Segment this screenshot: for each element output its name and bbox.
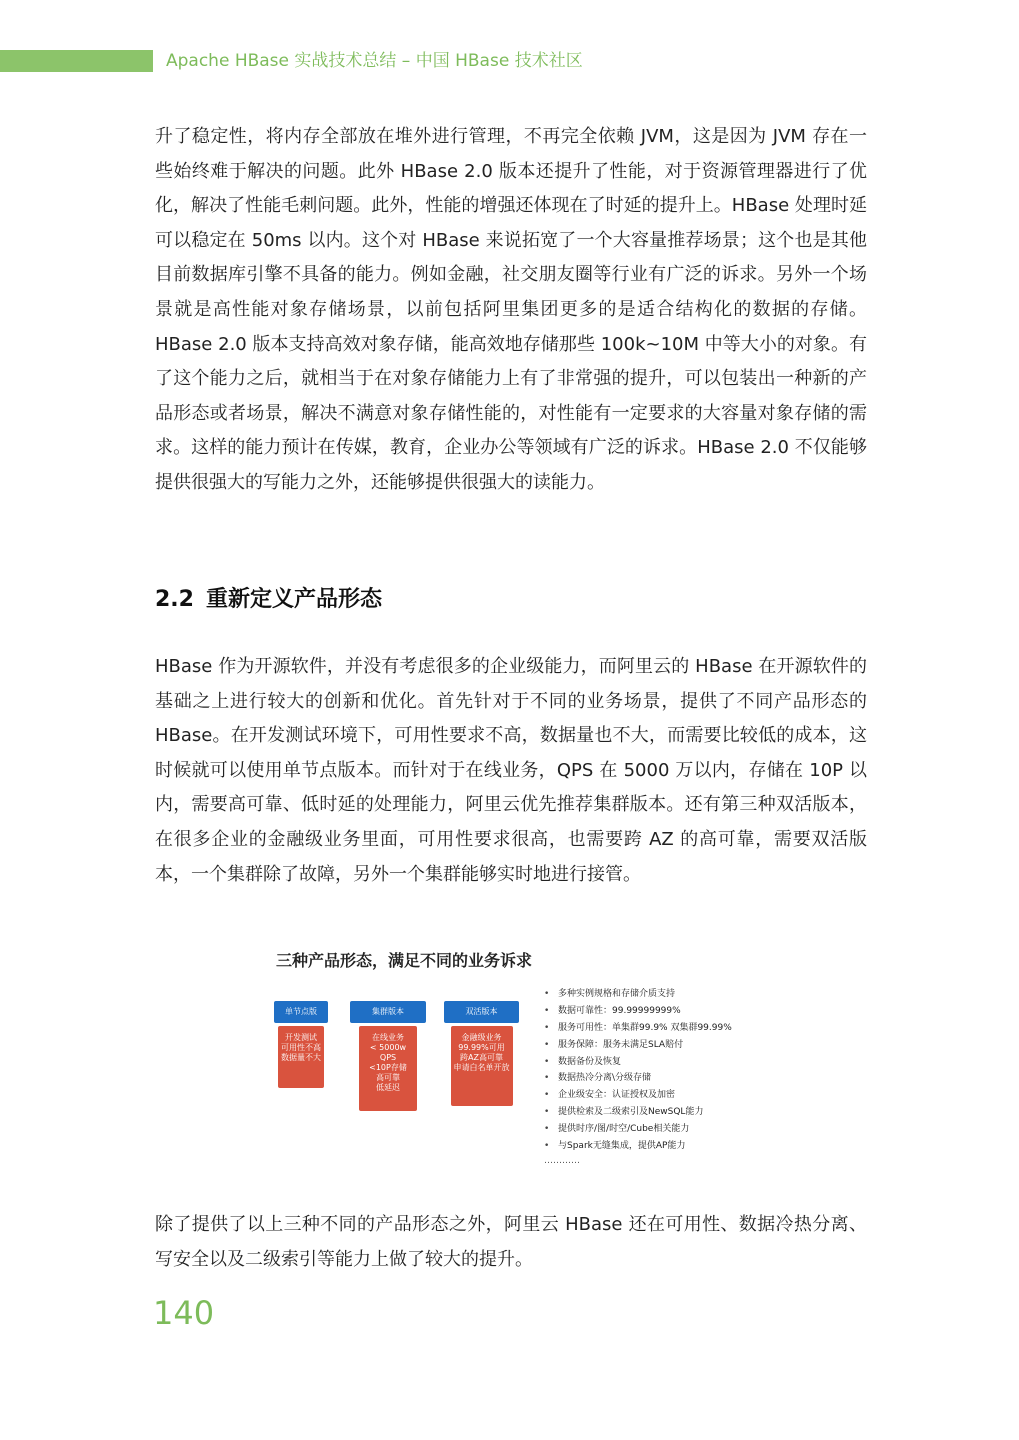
- feature-list-ellipsis: …………: [544, 1156, 580, 1166]
- bullet-icon: •: [544, 1141, 550, 1152]
- section-number: 2.2: [155, 587, 194, 612]
- list-item: • 数据备份及恢复: [544, 1054, 732, 1071]
- card-header: 双活版本: [444, 1001, 519, 1023]
- list-item: • 企业级安全：认证授权及加密: [544, 1087, 732, 1104]
- list-item: • 提供时序/图/时空/Cube相关能力: [544, 1121, 732, 1138]
- bullet-icon: •: [544, 1005, 550, 1016]
- bullet-icon: •: [544, 1107, 550, 1118]
- card-body: 金融级业务 99.99%可用 跨AZ高可靠 申请白名单开放: [451, 1026, 513, 1106]
- bullet-icon: •: [544, 1124, 550, 1135]
- bullet-icon: •: [544, 1056, 550, 1067]
- paragraph-3: 除了提供了以上三种不同的产品形态之外，阿里云 HBase 还在可用性、数据冷热分离、写安全以及二级索引等能力上做了较大的提升。: [155, 1214, 867, 1270]
- figure-title: 三种产品形态，满足不同的业务诉求: [276, 951, 533, 970]
- feature-list: [544, 986, 732, 1155]
- list-item: • 服务可用性：单集群99.9% 双集群99.99%: [544, 1020, 732, 1037]
- card-body: 开发测试 可用性不高 数据量不大: [278, 1026, 324, 1088]
- page-number: 140: [153, 1294, 215, 1332]
- section-heading: [155, 582, 382, 613]
- bullet-icon: •: [544, 989, 550, 999]
- bullet-icon: •: [544, 1073, 550, 1084]
- product-forms-figure: [268, 944, 768, 1174]
- card-single-node: [274, 1001, 328, 1088]
- card-body: 在线业务 < 5000w QPS <10P存储 高可靠 低延迟: [359, 1026, 417, 1111]
- card-header: 单节点版: [274, 1001, 328, 1023]
- running-header: Apache HBase 实战技术总结 – 中国 HBase 技术社区: [166, 51, 583, 71]
- card-active-active: [444, 1001, 519, 1106]
- list-item: • 与Spark无缝集成，提供AP能力: [544, 1138, 732, 1155]
- card-cluster: [350, 1001, 426, 1111]
- bullet-icon: •: [544, 1039, 550, 1050]
- section-title-text: 重新定义产品形态: [205, 587, 382, 612]
- list-item: • 提供检索及二级索引及NewSQL能力: [544, 1104, 732, 1121]
- paragraph-1: 升了稳定性，将内存全部放在堆外进行管理，不再完全依赖 JVM，这是因为 JVM 存在一些始终难于解决的问题。此外 HBase 2.0 版本还提升了性能，对于资源管理器进行了优化，解决了性能毛刺问题。此外，性能的增强还体现在了时延的提升上。HBase 处理时延可以稳定在 50ms 以内。这个对 HBase 来说拓宽了一个大容量推荐场景；这个也是其他目前数据库引擎不具备的能力。例如金融，社交朋友圈等行业有广泛的诉求。另外一个场景就是高性能对象存储场景，以前包括阿里集团更多的是适合结构化的数据的存储。HBase 2.0 版本支持高效对象存储，能高效地存储那些 100k~10M 中等大小的对象。有了这个能力之后，就相当于在对象存储能力上有了非常强的提升，可以包装出一种新的产品形态或者场景，解决不满意对象存储性能的，对性能有一定要求的大容量对象存储的需求。这样的能力预计在传媒，教育，企业办公等领域有广泛的诉求。HBase 2.0 不仅能够提供很强大的写能力之外，还能够提供很强大的读能力。: [155, 126, 867, 493]
- bullet-icon: •: [544, 1022, 550, 1033]
- bullet-icon: •: [544, 1090, 550, 1101]
- paragraph-2: HBase 作为开源软件，并没有考虑很多的企业级能力，而阿里云的 HBase 在开源软件的基础之上进行较大的创新和优化。首先针对于不同的业务场景，提供了不同产品形态的 HBase。在开发测试环境下，可用性要求不高，数据量也不大，而需要比较低的成本，这时候就可以使用单节点版本。而针对于在线业务，QPS 在 5000 万以内，存储在 10P 以内，需要高可靠、低时延的处理能力，阿里云优先推荐集群版本。还有第三种双活版本，在很多企业的金融级业务里面，可用性要求很高，也需要跨 AZ 的高可靠，需要双活版本，一个集群除了故障，另外一个集群能够实时地进行接管。: [155, 656, 867, 885]
- list-item: • 多种实例规格和存储介质支持: [544, 986, 732, 1003]
- list-item: • 数据热冷分离\分级存储: [544, 1070, 732, 1087]
- header-accent-bar: [0, 50, 153, 72]
- list-item: • 服务保障：服务未满足SLA赔付: [544, 1037, 732, 1054]
- list-item: • 数据可靠性：99.99999999%: [544, 1003, 732, 1020]
- card-header: 集群版本: [350, 1001, 426, 1023]
